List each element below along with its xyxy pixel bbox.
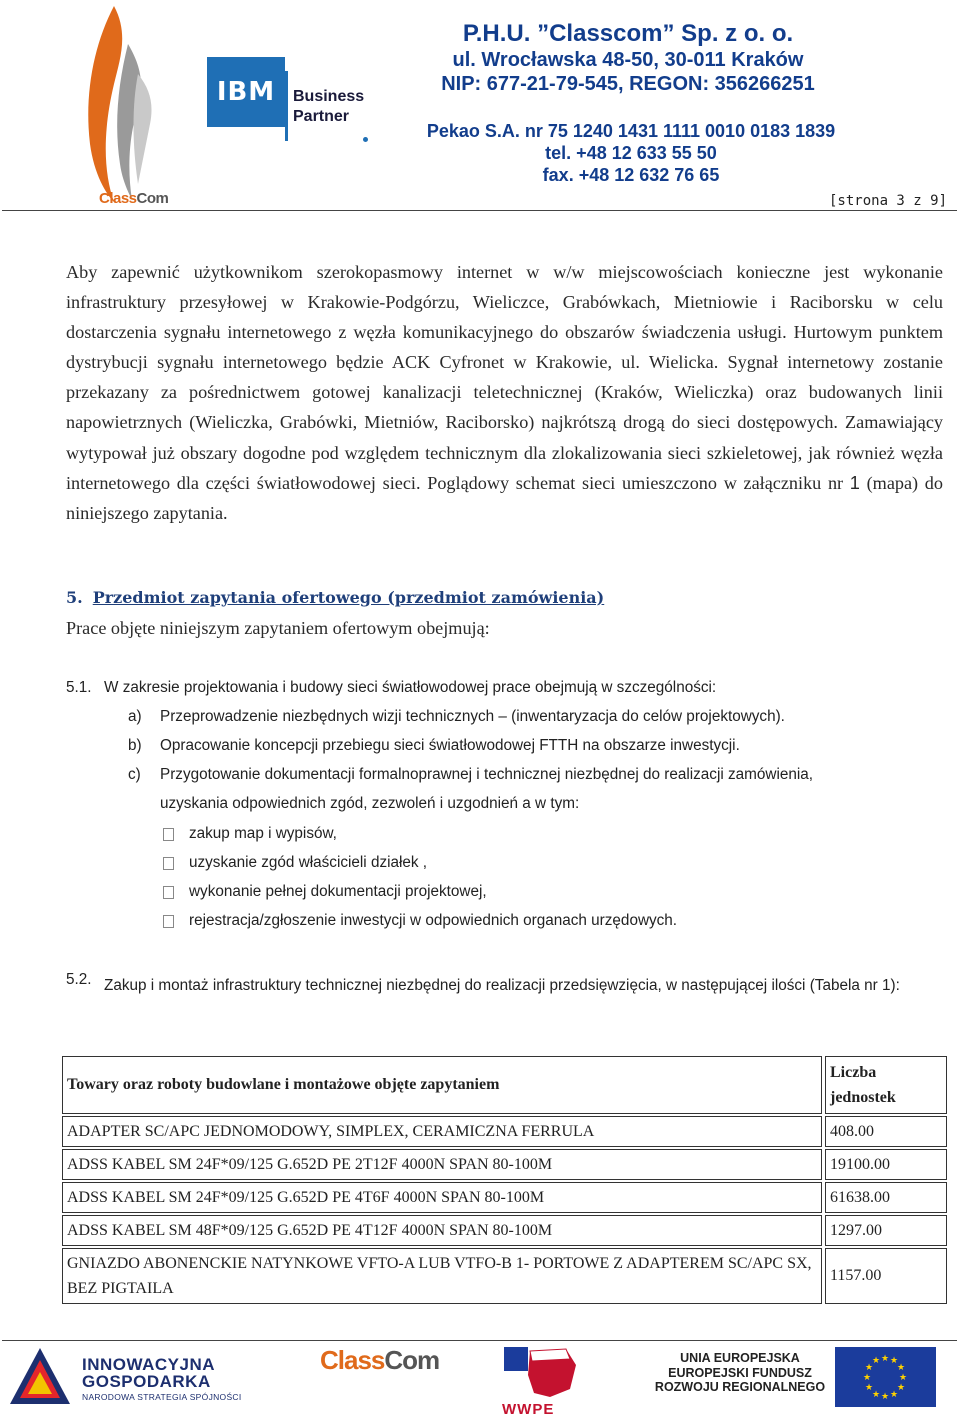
table-row bbox=[62, 1149, 947, 1180]
table-cell-item: ADAPTER SC/APC JEDNOMODOWY, SIMPLEX, CERAMICZNA FERRULA bbox=[62, 1116, 822, 1147]
list-marker: a) bbox=[128, 708, 142, 725]
attachment-number: 1 bbox=[849, 472, 860, 493]
list-item-text: Opracowanie koncepcji przebiegu sieci światłowodowej FTTH na obszarze inwestycji. bbox=[160, 737, 740, 754]
eu-line2: EUROPEJSKI FUNDUSZ bbox=[668, 1365, 812, 1380]
square-bullet-icon bbox=[163, 915, 174, 928]
svg-text:★: ★ bbox=[864, 1383, 874, 1393]
company-address: ul. Wrocławska 48-50, 30-011 Kraków bbox=[452, 49, 804, 71]
section-5-heading bbox=[66, 588, 604, 607]
classcom-footer-a: Class bbox=[320, 1345, 385, 1375]
section-5-2-text: Zakup i montaż infrastruktury technicznej niezbędnej do realizacji przedsięwzięcia, w następującej ilości (Tabela nr 1): bbox=[104, 977, 900, 994]
ibm-business-partner-logo bbox=[207, 57, 369, 141]
registered-dot-icon bbox=[363, 137, 368, 142]
table-cell-item: ADSS KABEL SM 24F*09/125 G.652D PE 4T6F 4000N SPAN 80-100M bbox=[62, 1182, 822, 1213]
svg-text:★: ★ bbox=[896, 1363, 906, 1373]
table-cell-quantity: 408.00 bbox=[825, 1116, 947, 1147]
square-bullet-icon bbox=[163, 886, 174, 899]
svg-text:★: ★ bbox=[862, 1373, 872, 1383]
svg-text:★: ★ bbox=[880, 1354, 890, 1364]
bullet-text: uzyskanie zgód właścicieli działek , bbox=[189, 854, 428, 871]
svg-text:★: ★ bbox=[871, 1356, 881, 1366]
svg-text:★: ★ bbox=[880, 1392, 890, 1402]
page-indicator: [strona 3 z 9] bbox=[829, 193, 948, 209]
table-cell-quantity: 19100.00 bbox=[825, 1149, 947, 1180]
section-5-1-intro: W zakresie projektowania i budowy sieci światłowodowej prace obejmują w szczególności: bbox=[104, 679, 717, 696]
table-row bbox=[62, 1215, 947, 1246]
table-cell-item: ADSS KABEL SM 48F*09/125 G.652D PE 4T12F 4000N SPAN 80-100M bbox=[62, 1215, 822, 1246]
eu-fund-text bbox=[640, 1351, 840, 1395]
svg-text:★: ★ bbox=[871, 1390, 881, 1400]
eu-line1: UNIA EUROPEJSKA bbox=[680, 1351, 800, 1365]
company-info bbox=[403, 20, 853, 96]
table-header-item: Towary oraz roboty budowlane i montażowe objęte zapytaniem bbox=[62, 1056, 822, 1114]
list-marker: b) bbox=[128, 737, 142, 754]
eu-line3: ROZWOJU REGIONALNEGO bbox=[654, 1380, 826, 1394]
classcom-footer-logo bbox=[320, 1345, 439, 1376]
list-marker: c) bbox=[128, 766, 141, 783]
intro-text-a: Aby zapewnić użytkownikom szerokopasmowy internet w w/w miejscowościach konieczne jest wykonanie infrastruktury przesyłowej w Krakowie-Podgórzu, Wieliczce, Grabówkach, Mietniowie i Raciborsku w celu dostarczenia sygnału internetowego z węzła komunikacyjnego do obszarów świadczenia usługi. Hurtowym punktem dystrybucji sygnału internetowego będzie ACK Cyfronet w Krakowie, ul. Wielicka. Sygnał internetowy zostanie przekazany za pośrednictwem gotowej kanalizacji teletechnicznej (Kraków, Wieliczka) oraz budowanych linii napowietrznych (Wieliczka, Grabówki, Mietniów, Raciborsko) najkrótszą drogą do sieci dostępowych. Zamawiający wytypował już obszary dogodne pod względem technicznym dla zlokalizowania sieci szkieletowej, jak również węzła internetowego dla części światłowodowej sieci. Poglądowy schemat sieci umieszczono w załączniku nr bbox=[66, 262, 943, 493]
section-5-2-number: 5.2. bbox=[66, 971, 92, 988]
svg-text:★: ★ bbox=[896, 1383, 906, 1393]
table-row bbox=[62, 1116, 947, 1147]
ig-subtitle: NARODOWA STRATEGIA SPÓJNOŚCI bbox=[82, 1392, 242, 1402]
ig-line1: INNOWACYJNA bbox=[82, 1355, 216, 1374]
svg-text:★: ★ bbox=[889, 1390, 899, 1400]
table-row bbox=[62, 1248, 947, 1304]
eu-stars-icon bbox=[835, 1347, 936, 1407]
phone: tel. +48 12 633 55 50 bbox=[545, 143, 717, 163]
section-5-1-number: 5.1. bbox=[66, 679, 92, 696]
bullet-text: wykonanie pełnej dokumentacji projektowej, bbox=[189, 883, 487, 900]
section-5-number: 5. bbox=[66, 588, 83, 607]
ig-text bbox=[82, 1356, 215, 1390]
fax: fax. +48 12 632 76 65 bbox=[542, 165, 720, 185]
classcom-small-logo-b: Com bbox=[136, 190, 169, 207]
ig-emblem-icon bbox=[10, 1346, 72, 1406]
classcom-small-logo bbox=[99, 190, 168, 207]
classcom-footer-b: Com bbox=[384, 1345, 440, 1375]
eu-flag-icon bbox=[835, 1347, 936, 1407]
page-header bbox=[0, 0, 960, 215]
intro-text-b: (mapa) do niniejszego zapytania. bbox=[66, 472, 943, 523]
ibm-logo-text: IBM bbox=[217, 57, 275, 127]
table-header-row bbox=[62, 1056, 947, 1114]
classcom-small-logo-a: Class bbox=[99, 190, 137, 207]
classcom-flame-logo bbox=[74, 4, 164, 204]
bullet-text: rejestracja/zgłoszenie inwestycji w odpowiednich organach urzędowych. bbox=[189, 912, 678, 929]
table-cell-quantity: 61638.00 bbox=[825, 1182, 947, 1213]
list-item-text-continued: uzyskania odpowiednich zgód, zezwoleń i uzgodnień a w tym: bbox=[160, 795, 580, 812]
bank-account: Pekao S.A. nr 75 1240 1431 1111 0010 0183 1839 bbox=[426, 121, 836, 141]
innowacyjna-gospodarka-logo bbox=[10, 1344, 270, 1408]
square-bullet-icon bbox=[163, 857, 174, 870]
header-divider bbox=[2, 210, 957, 211]
list-item-text: Przeprowadzenie niezbędnych wizji technicznych – (inwentaryzacja do celów projektowych). bbox=[160, 708, 785, 725]
table-header-quantity: Liczba jednostek bbox=[825, 1056, 947, 1114]
bullet-text: zakup map i wypisów, bbox=[189, 825, 337, 842]
svg-text:★: ★ bbox=[889, 1356, 899, 1366]
section-5-title: Przedmiot zapytania ofertowego (przedmiot zamówienia) bbox=[92, 588, 605, 607]
table-cell-item: ADSS KABEL SM 24F*09/125 G.652D PE 2T12F 4000N SPAN 80-100M bbox=[62, 1149, 822, 1180]
table-row bbox=[62, 1182, 947, 1213]
square-bullet-icon bbox=[163, 828, 174, 841]
footer-divider bbox=[2, 1340, 957, 1341]
ig-line2: GOSPODARKA bbox=[82, 1372, 211, 1391]
company-ids: NIP: 677-21-79-545, REGON: 356266251 bbox=[441, 73, 815, 95]
intro-paragraph bbox=[66, 257, 943, 528]
table-cell-item: GNIAZDO ABONENCKIE NATYNKOWE VFTO-A LUB VTFO-B 1- PORTOWE Z ADAPTEREM SC/APC SX, BEZ PIGTAILA bbox=[62, 1248, 822, 1304]
section-5-subtitle: Prace objęte niniejszym zapytaniem ofertowym obejmują: bbox=[66, 618, 490, 638]
bank-contact bbox=[403, 120, 859, 186]
table-cell-quantity: 1157.00 bbox=[825, 1248, 947, 1304]
ibm-logo bbox=[207, 57, 285, 127]
table-cell-quantity: 1297.00 bbox=[825, 1215, 947, 1246]
company-name: P.H.U. ”Classcom” Sp. z o. o. bbox=[462, 20, 794, 47]
svg-text:★: ★ bbox=[898, 1373, 908, 1383]
list-item-text: Przygotowanie dokumentacji formalnoprawnej i technicznej niezbędnej do realizacji zamówienia, bbox=[160, 766, 814, 783]
items-table bbox=[62, 1054, 947, 1306]
business-partner-text: Business Partner bbox=[293, 88, 365, 125]
wwpe-label: WWPE bbox=[502, 1401, 555, 1418]
svg-text:★: ★ bbox=[864, 1363, 874, 1373]
